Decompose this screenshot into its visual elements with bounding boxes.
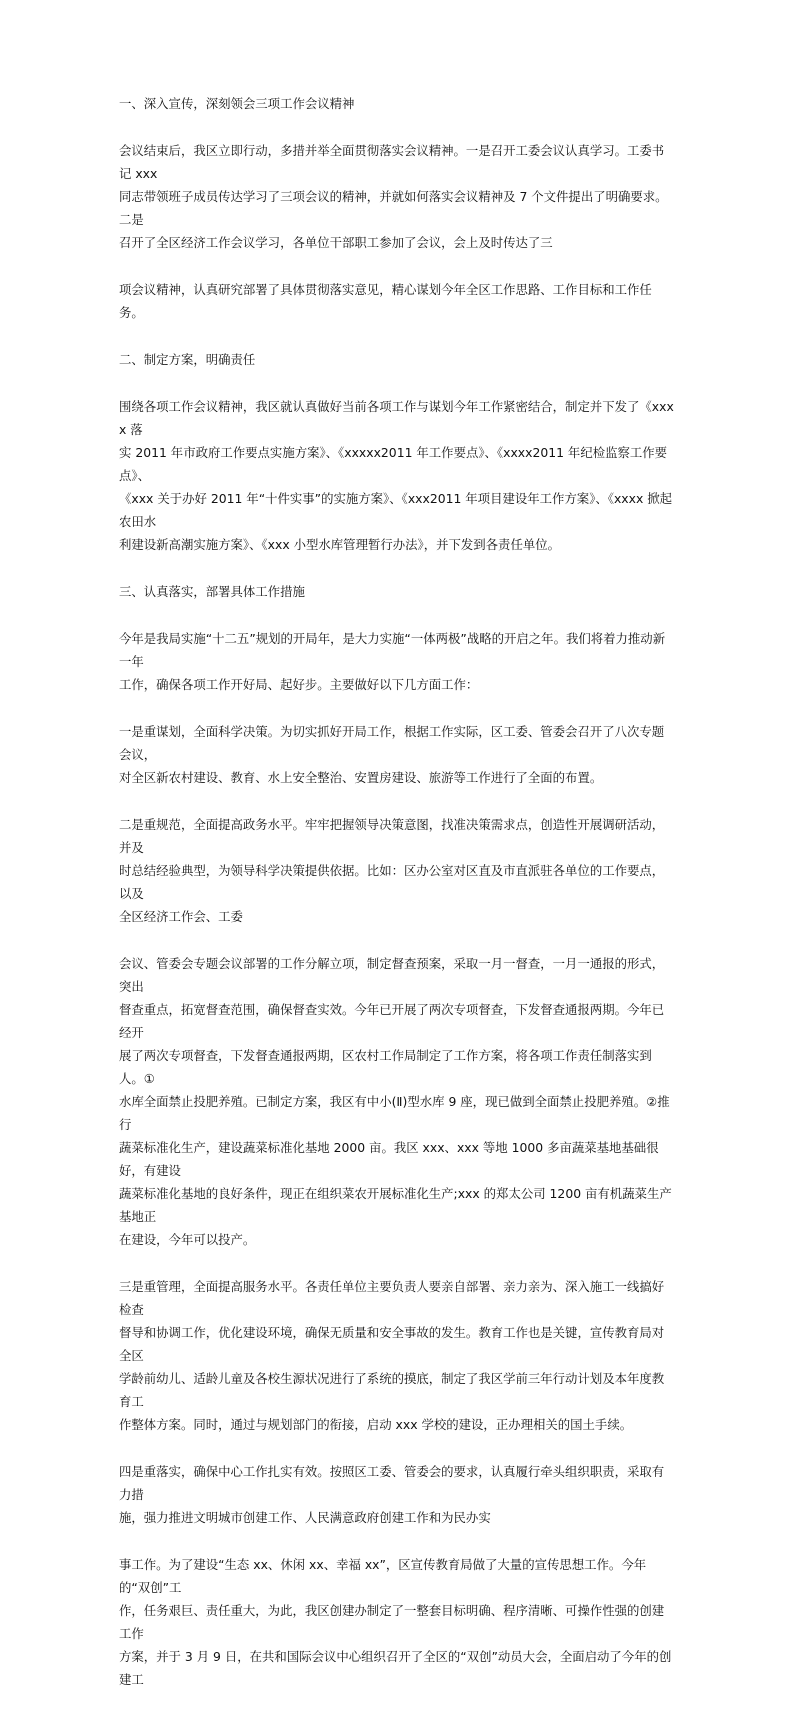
document-body [119, 92, 675, 1715]
paragraph-meeting-spirit: 项会议精神，认真研究部署了具体贯彻落实意见，精心谋划今年全区工作思路、工作目标和工作任务。 [119, 282, 652, 320]
section-heading-2: 二、制定方案，明确责任 [119, 352, 256, 367]
paragraph-standards: 二是重规范，全面提高政务水平。牢牢把握领导决策意图，找准决策需求点，创造性开展调研活动，并及 时总结经验典型，为领导科学决策提供依据。比如：区办公室对区直及市直派驻各单位的工作要点，以及 全区经济工作会、工委 [119, 817, 665, 924]
section-heading-3: 三、认真落实，部署具体工作措施 [119, 584, 305, 599]
paragraph-implementation: 四是重落实，确保中心工作扎实有效。按照区工委、管委会的要求，认真履行牵头组织职责，采取有力措 施，强力推进文明城市创建工作、人民满意政府创建工作和为民办实 [119, 1464, 665, 1525]
paragraph-meeting-action: 会议结束后，我区立即行动，多措并举全面贯彻落实会议精神。一是召开工委会议认真学习。工委书记 xxx 同志带领班子成员传达学习了三项会议的精神，并就如何落实会议精神及 7 个文件提出了明确要求。二是 召开了全区经济工作会议学习，各单位干部职工参加了会议，会上及时传达了三 [119, 143, 668, 250]
paragraph-creation-work: 事工作。为了建设“生态 xx、休闲 xx、幸福 xx”，区宣传教育局做了大量的宣传思想工作。今年的“双创”工 作，任务艰巨、责任重大，为此，我区创建办制定了一整套目标明确、程序清晰、可操作性强的创建工作 方案，并于 3 月 9 日，在共和国际会议中心组织召开了全区的“双创”动员大会，全面启动了今年的创建工 [119, 1557, 672, 1687]
paragraph-supervision: 会议、管委会专题会议部署的工作分解立项，制定督查预案，采取一月一督查，一月一通报的形式，突出 督查重点，拓宽督查范围，确保督查实效。今年已开展了两次专项督查，下发督查通报两期。今年已经开 展了两次专项督查，下发督查通报两期，区农村工作局制定了工作方案，将各项工作责任制落实到人。① 水库全面禁止投肥养殖。已制定方案，我区有中小(Ⅱ)型水库 9 座，现已做到全面禁止投肥养殖。②推行 蔬菜标准化生产，建设蔬菜标准化基地 2000 亩。我区 xxx、xxx 等地 1000 多亩蔬菜基地基础很好，有建设 蔬菜标准化基地的良好条件，现正在组织菜农开展标准化生产;xxx 的郑太公司 1200 亩有机蔬菜生产基地正 在建设，今年可以投产。 [119, 956, 672, 1247]
paragraph-planning: 一是重谋划，全面科学决策。为切实抓好开局工作，根据工作实际，区工委、管委会召开了八次专题会议， 对全区新农村建设、教育、水上安全整治、安置房建设、旅游等工作进行了全面的布置。 [119, 724, 665, 785]
section-heading-1: 一、深入宣传，深刻领会三项工作会议精神 [119, 96, 355, 111]
paragraph-five-year-plan: 今年是我局实施“十二五”规划的开局年，是大力实施“一体两极”战略的开启之年。我们将着力推动新一年 工作，确保各项工作开好局、起好步。主要做好以下几方面工作： [119, 631, 666, 692]
paragraph-plans: 围绕各项工作会议精神，我区就认真做好当前各项工作与谋划今年工作紧密结合，制定并下发了《xxxx 落 实 2011 年市政府工作要点实施方案》、《xxxxx2011 年工作要点》、《xxxx2011 年纪检监察工作要点》、 《xxx 关于办好 2011 年“十件实事”的实施方案》、《xxx2011 年项目建设年工作方案》、《xxxx 掀起农田水 利建设新高潮实施方案》、《xxx 小型水库管理暂行办法》，并下发到各责任单位。 [119, 399, 674, 552]
paragraph-management: 三是重管理，全面提高服务水平。各责任单位主要负责人要亲自部署、亲力亲为、深入施工一线搞好检查 督导和协调工作，优化建设环境，确保无质量和安全事故的发生。教育工作也是关键，宣传教育局对全区 学龄前幼儿、适龄儿童及各校生源状况进行了系统的摸底，制定了我区学前三年行动计划及本年度教育工 作整体方案。同时，通过与规划部门的衔接，启动 xxx 学校的建设，正办理相关的国土手续。 [119, 1279, 665, 1432]
